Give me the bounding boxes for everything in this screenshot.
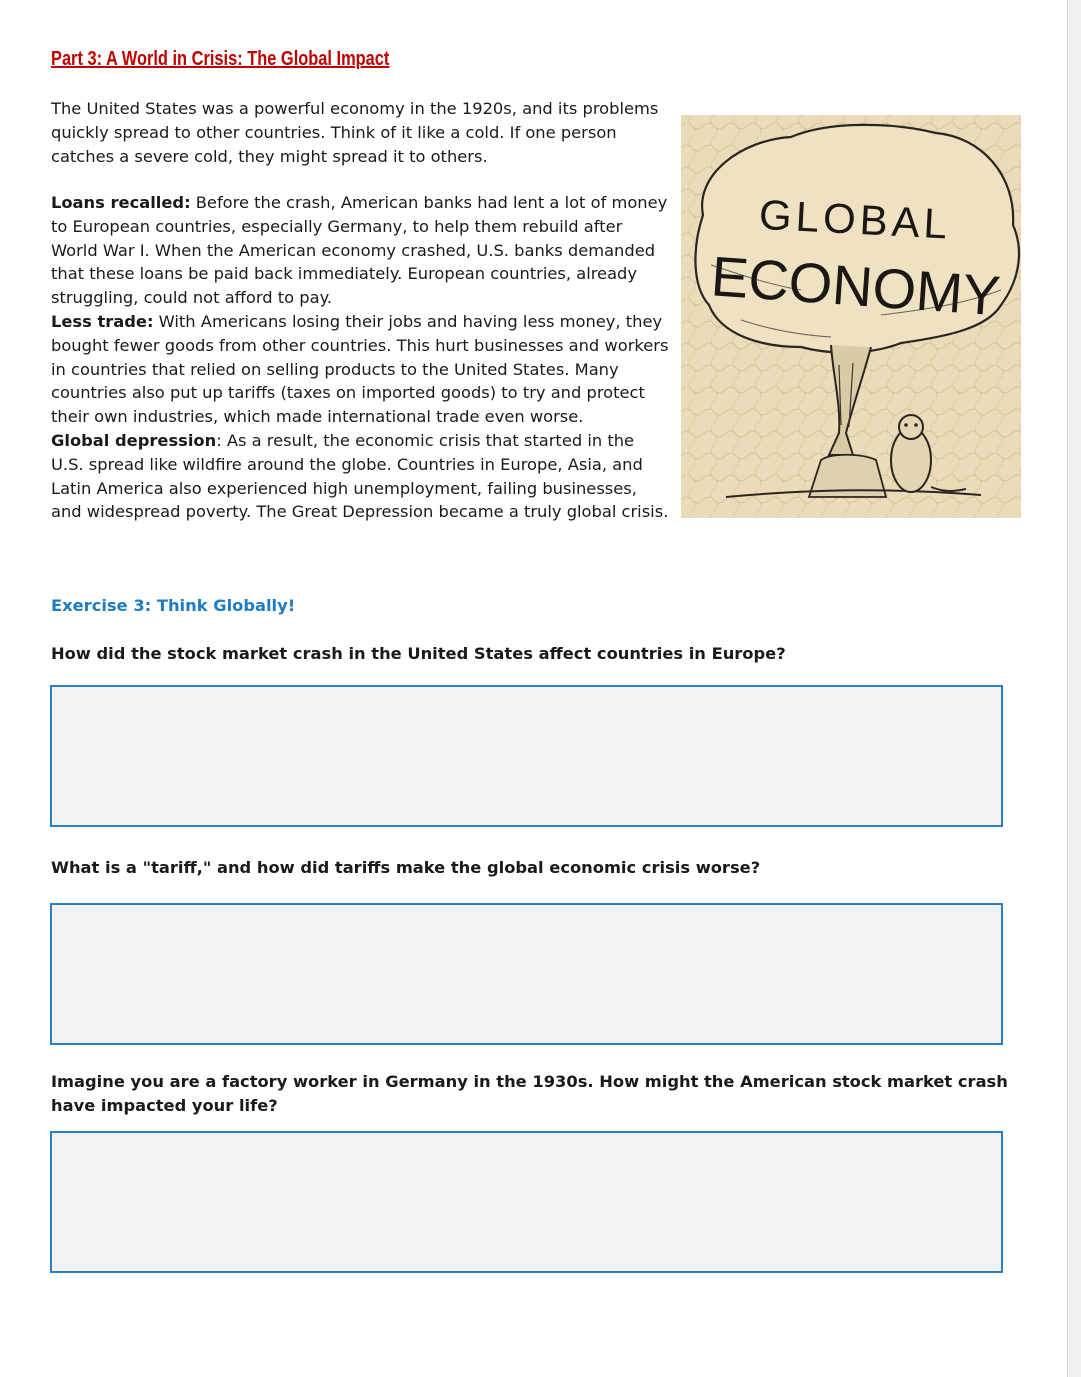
- point-text: Before the crash, American banks had lent a lot of money to European countries, especially Germany, to help them rebuild after World War I. When the American economy crashed, U.S. banks demanded that these loans be paid back immediately. European countries, already struggling, could not afford to pay.: [51, 193, 668, 308]
- answer-box-1[interactable]: [50, 685, 1003, 827]
- point-loans-recalled: [51, 191, 671, 310]
- answer-box-3[interactable]: [50, 1131, 1003, 1273]
- point-less-trade: [51, 310, 671, 429]
- point-term: Less trade:: [51, 311, 154, 331]
- global-economy-illustration: [681, 115, 1021, 518]
- question-2: What is a "tariff," and how did tariffs make the global economic crisis worse?: [51, 858, 761, 877]
- point-global-depression: [51, 429, 671, 524]
- point-text: With Americans losing their jobs and having less money, they bought fewer goods from other countries. This hurt businesses and workers in countries that relied on selling products to the United States. Many countries also put up tariffs (taxes on imported goods) to try and protect their own industries, which made international trade even worse.: [51, 311, 669, 427]
- page-heading: Part 3: A World in Crisis: The Global Impact: [51, 48, 390, 70]
- point-term: Global depression: [51, 430, 217, 450]
- exercise-title: Exercise 3: Think Globally!: [51, 596, 296, 615]
- page-edge: [1067, 0, 1081, 1377]
- question-1: How did the stock market crash in the United States affect countries in Europe?: [51, 644, 786, 663]
- intro-paragraph: The United States was a powerful economy in the 1920s, and its problems quickly spread to other countries. Think of it like a cold. If one person catches a severe cold, they might spread it to others.: [51, 99, 659, 166]
- tree-drawing: [681, 115, 1021, 518]
- illustration-line2: ECONOMY: [709, 244, 1003, 328]
- question-3: Imagine you are a factory worker in Germany in the 1930s. How might the American stock market crash have impacted your life?: [51, 1072, 1008, 1115]
- answer-box-2[interactable]: [50, 903, 1003, 1045]
- point-term: Loans recalled:: [51, 193, 191, 212]
- illustration-line1: GLOBAL: [757, 190, 953, 248]
- key-points: [51, 191, 671, 524]
- point-text: : As a result, the economic crisis that started in the U.S. spread like wildfire around the globe. Countries in Europe, Asia, and Latin America also experienced high unemployment, failing businesses, and widespread poverty. The Great Depression became a truly global crisis.: [51, 430, 669, 522]
